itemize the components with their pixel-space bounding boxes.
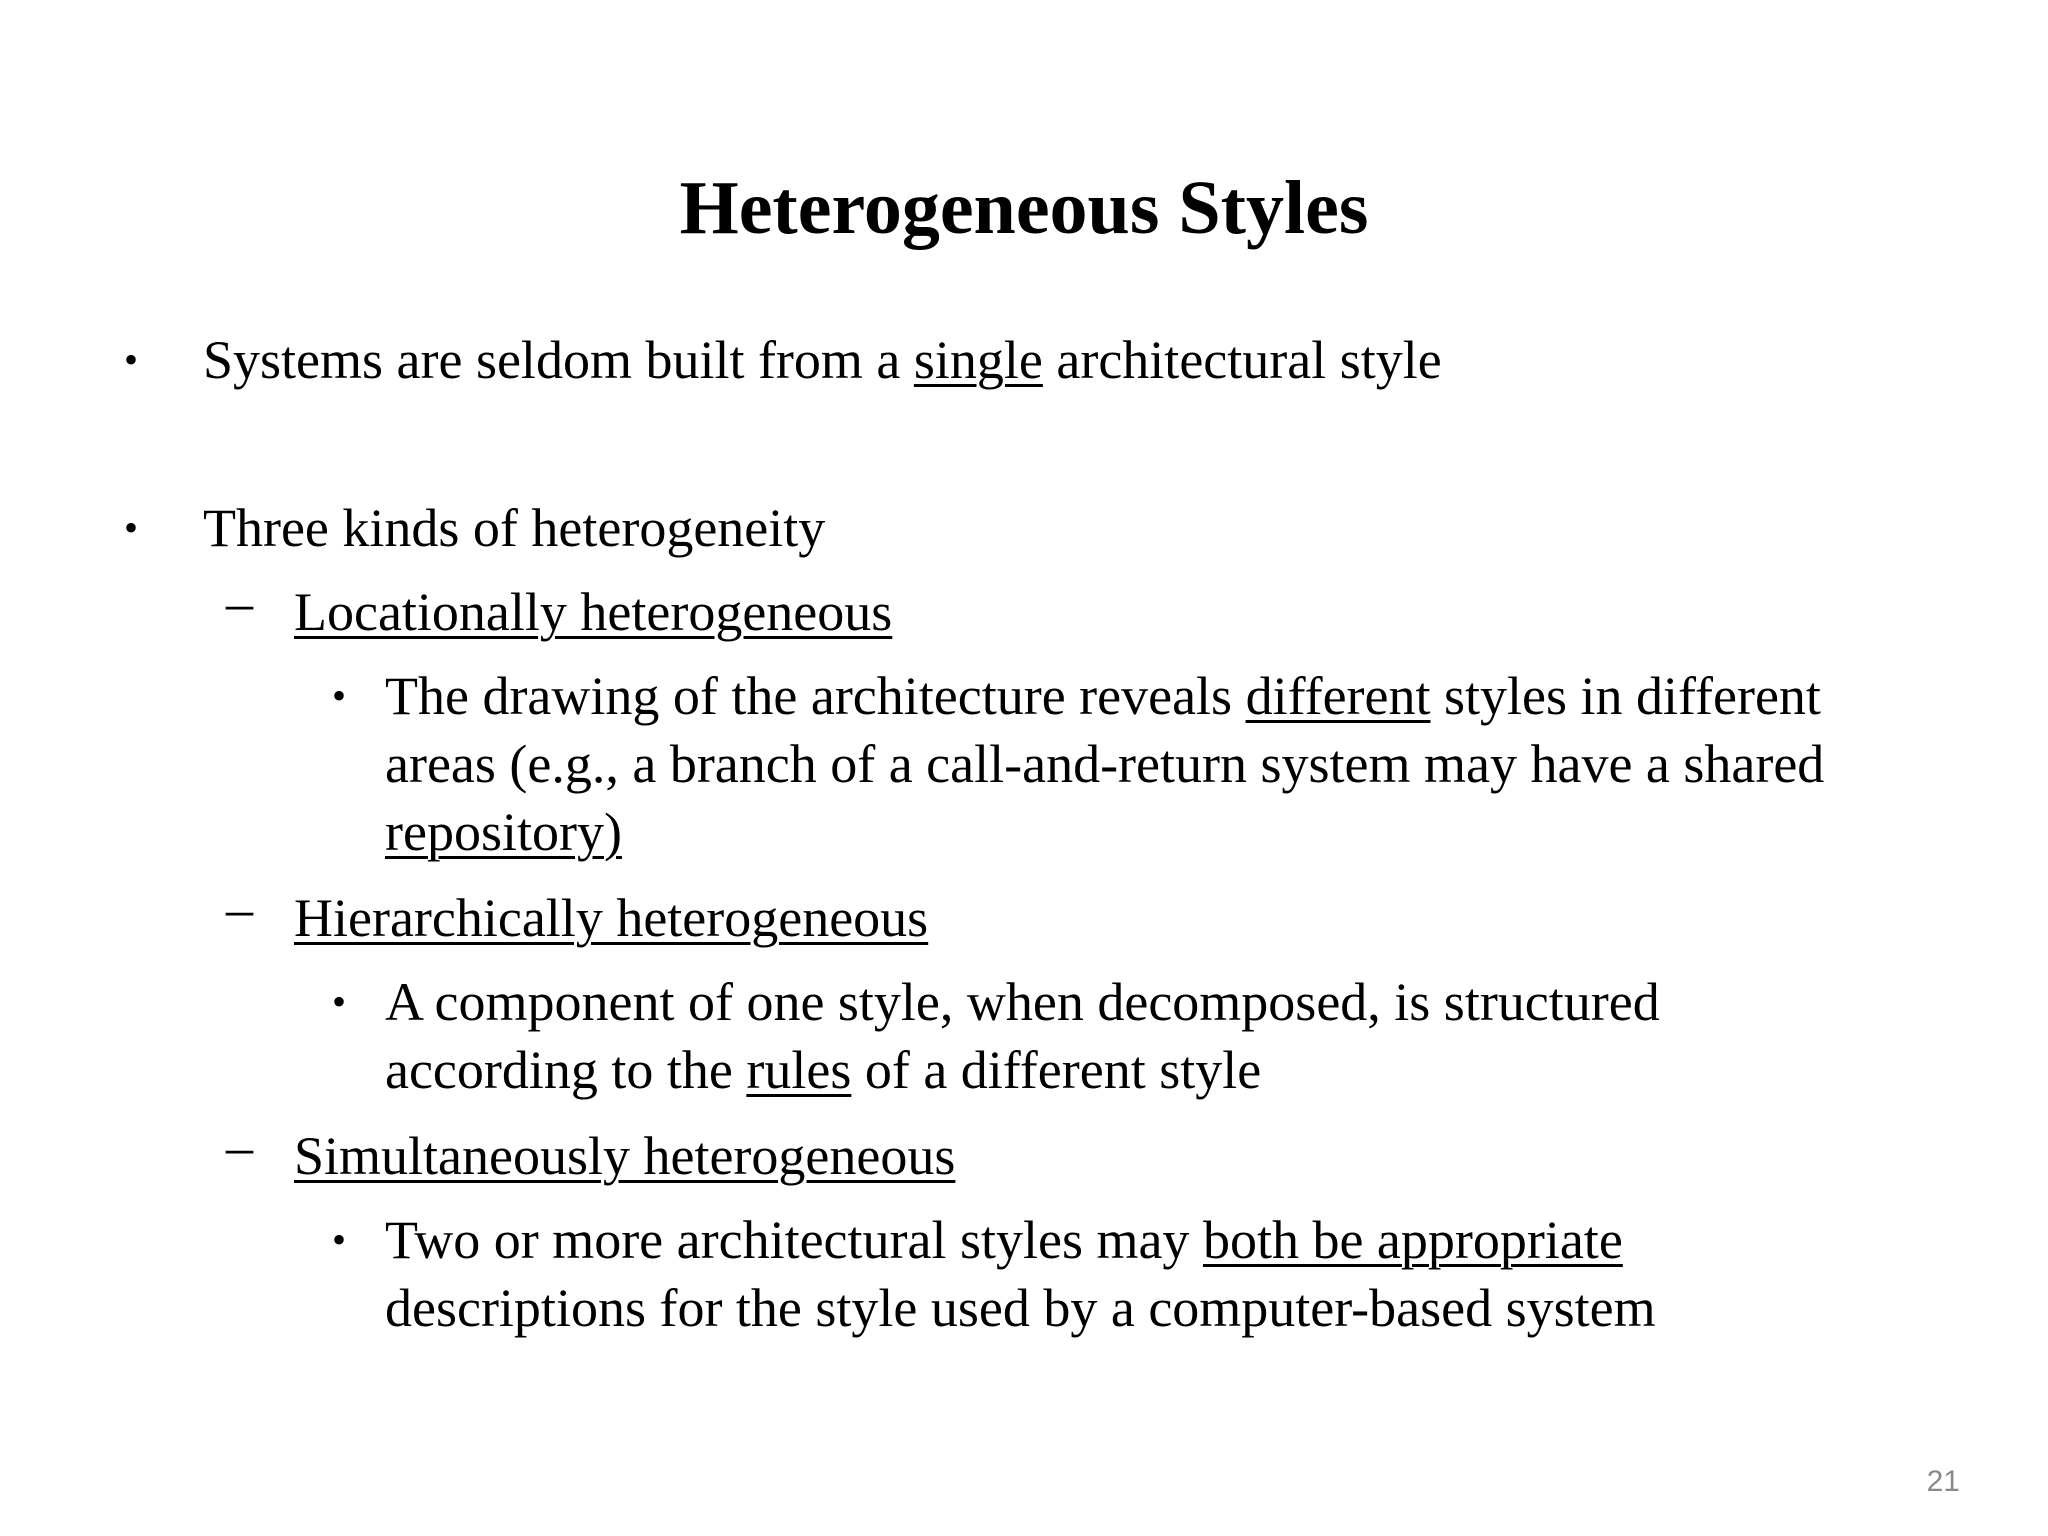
kind-2-heading: Hierarchically heterogeneous	[294, 888, 929, 948]
dash-icon: –	[226, 573, 253, 633]
kind-2-detail-line-2	[385, 1036, 1261, 1104]
kind-1-detail-line-2: areas (e.g., a branch of a call-and-return system may have a shared	[385, 734, 1825, 794]
point-1-after: architectural style	[1042, 330, 1442, 390]
kind-1-detail-line-3: repository)	[385, 802, 622, 862]
kind-2-line-2-after: of a different style	[851, 1040, 1262, 1100]
point-1-before: Systems are seldom built from a	[203, 330, 914, 390]
kind-1-heading: Locationally heterogeneous	[294, 582, 893, 642]
kind-3-line-1-underlined: both be appropriate	[1202, 1210, 1623, 1270]
point-1-text	[203, 326, 1442, 394]
kind-1-line-1-underlined: different	[1245, 666, 1431, 726]
bullet-icon: •	[332, 979, 347, 1024]
kind-2-line-2-underlined: rules	[746, 1040, 852, 1100]
kind-3-heading: Simultaneously heterogeneous	[294, 1126, 956, 1186]
slide-title: Heterogeneous Styles	[679, 166, 1369, 250]
bullet-icon: •	[124, 337, 139, 382]
point-1-underlined: single	[913, 330, 1043, 390]
kind-3-line-1-before: Two or more architectural styles may	[385, 1210, 1203, 1270]
kind-3-detail-line-1	[385, 1206, 1623, 1274]
dash-icon: –	[226, 879, 253, 939]
bullet-icon: •	[332, 673, 347, 718]
bullet-icon: •	[332, 1217, 347, 1262]
kind-2-detail-line-1: A component of one style, when decomposed, is structured	[385, 972, 1660, 1032]
point-2-text: Three kinds of heterogeneity	[203, 498, 826, 558]
kind-1-line-1-after: styles in different	[1430, 666, 1821, 726]
kind-1-detail-line-1	[385, 662, 1821, 730]
dash-icon: –	[226, 1117, 253, 1177]
kind-1-line-1-before: The drawing of the architecture reveals	[385, 666, 1246, 726]
page-number: 21	[1926, 1465, 1960, 1498]
bullet-icon: •	[124, 505, 139, 550]
kind-3-detail-line-2: descriptions for the style used by a computer-based system	[385, 1278, 1656, 1338]
kind-2-line-2-before: according to the	[385, 1040, 747, 1100]
